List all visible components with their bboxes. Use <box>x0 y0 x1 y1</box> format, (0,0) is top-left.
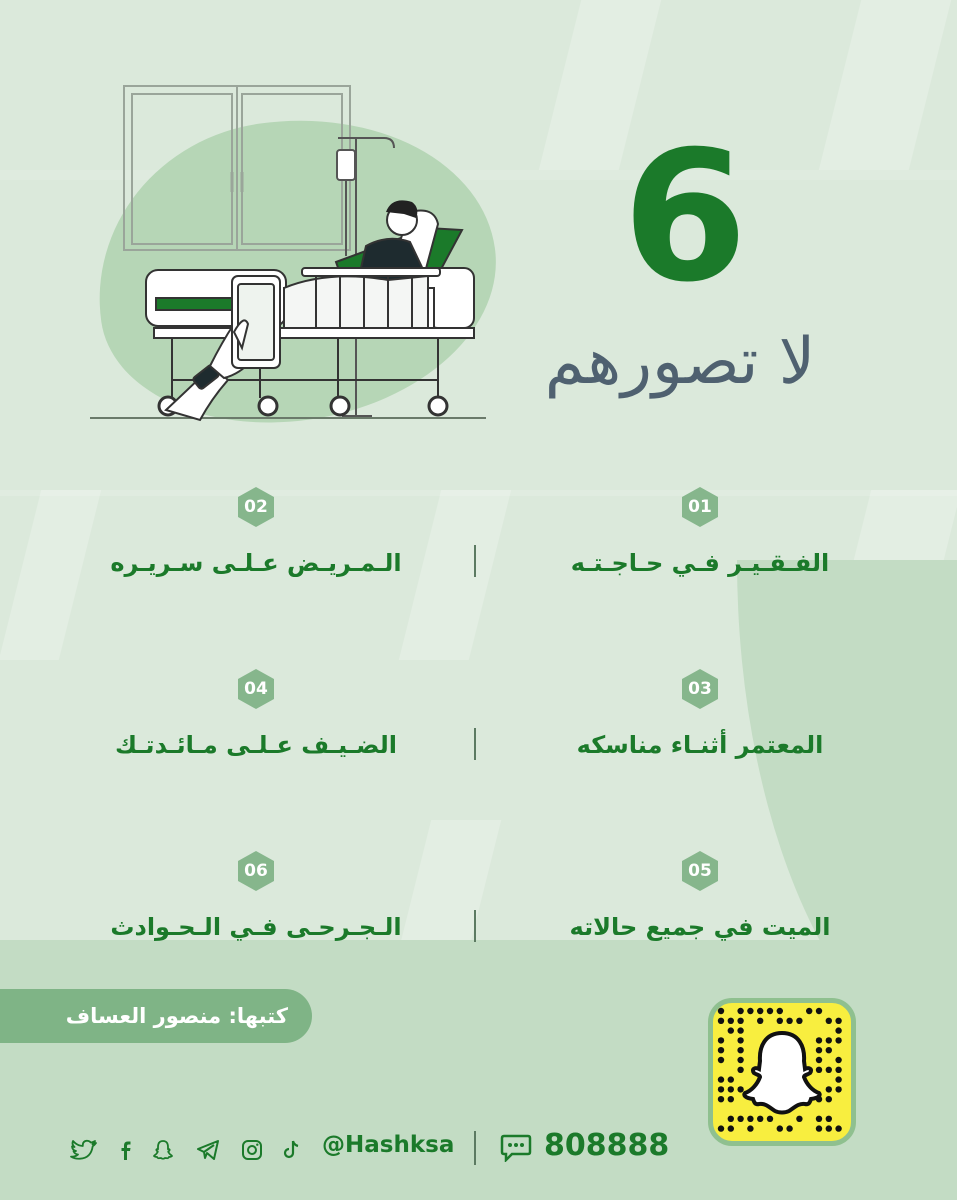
number-hexagon <box>678 667 722 711</box>
snapcode-dot <box>835 1027 841 1033</box>
snapcode-dot <box>826 1096 832 1102</box>
snapcode-dot <box>826 1018 832 1024</box>
number-hexagon <box>678 485 722 529</box>
item-number: 01 <box>688 497 712 517</box>
snapcode-dot <box>826 1047 832 1053</box>
list-item <box>106 849 406 941</box>
snapchat-icon[interactable] <box>151 1138 175 1162</box>
snapcode-dot <box>816 1008 822 1014</box>
tiktok-icon[interactable] <box>280 1138 304 1162</box>
list-item <box>106 667 406 759</box>
instagram-icon[interactable] <box>240 1138 264 1162</box>
number-hexagon <box>234 667 278 711</box>
snapcode-dot <box>816 1067 822 1073</box>
background-stripe <box>399 490 511 660</box>
author-name: كتبها: منصور العساف <box>65 1004 288 1028</box>
snapcode-dot <box>786 1018 792 1024</box>
social-handle[interactable]: @Hashksa <box>322 1132 455 1158</box>
snapcode-dot <box>718 1047 724 1053</box>
snapcode-dot <box>835 1018 841 1024</box>
chat-icon <box>500 1134 532 1162</box>
snapcode-dot <box>737 1008 743 1014</box>
snapcode-dot <box>826 1116 832 1122</box>
hospital-bed-illustration <box>88 80 498 430</box>
background-stripe <box>0 490 101 660</box>
snapcode-dot <box>718 1018 724 1024</box>
snapcode-dot <box>826 1037 832 1043</box>
item-label: المعتمر أثنـاء مناسكه <box>576 731 824 759</box>
snapcode-dot <box>728 1027 734 1033</box>
snapcode-dot <box>816 1116 822 1122</box>
snapcode-dot <box>835 1076 841 1082</box>
snapcode-dot <box>835 1057 841 1063</box>
telegram-icon[interactable] <box>196 1138 220 1162</box>
snapcode-dot <box>737 1116 743 1122</box>
author-badge <box>0 989 312 1043</box>
item-label: الـمـريـض عـلـى سـريـره <box>110 549 402 577</box>
snapcode-dot <box>826 1067 832 1073</box>
snapcode[interactable] <box>708 998 856 1146</box>
item-divider <box>474 910 476 942</box>
item-label: الـجـرحـى فـي الـحـوادث <box>110 913 402 941</box>
snapcode-dot <box>767 1008 773 1014</box>
snapcode-dot <box>835 1037 841 1043</box>
snapcode-dot <box>835 1086 841 1092</box>
snapcode-dot <box>737 1027 743 1033</box>
snapcode-dot <box>728 1116 734 1122</box>
item-divider <box>474 545 476 577</box>
snapcode-dot <box>757 1018 763 1024</box>
snapcode-dot <box>718 1037 724 1043</box>
snapcode-dot <box>718 1086 724 1092</box>
item-label: الميت في جميع حالاته <box>569 913 831 941</box>
snapcode-dot <box>835 1067 841 1073</box>
number-hexagon <box>234 849 278 893</box>
footer <box>0 1126 957 1176</box>
snapcode-dot <box>737 1047 743 1053</box>
snapcode-dot <box>757 1116 763 1122</box>
snapcode-dot <box>737 1057 743 1063</box>
item-label: الفـقـيـر فـي حـاجـتـه <box>570 549 830 577</box>
item-number: 05 <box>688 861 712 881</box>
list-item <box>550 667 850 759</box>
snapcode-dot <box>806 1008 812 1014</box>
snapcode-dot <box>718 1008 724 1014</box>
list-item <box>550 485 850 577</box>
item-number: 06 <box>244 861 268 881</box>
snapcode-dot <box>816 1037 822 1043</box>
snapcode-dot <box>737 1067 743 1073</box>
snapcode-dot <box>737 1037 743 1043</box>
snapcode-dot <box>816 1047 822 1053</box>
background-stripe <box>819 0 951 170</box>
phone-number[interactable]: 808888 <box>544 1128 670 1163</box>
snapcode-dot <box>728 1076 734 1082</box>
ghost-icon <box>744 1033 819 1113</box>
snapcode-dot <box>718 1076 724 1082</box>
snapcode-dot <box>728 1086 734 1092</box>
twitter-icon[interactable] <box>70 1138 98 1162</box>
snapcode-dot <box>718 1096 724 1102</box>
snapcode-dot <box>747 1116 753 1122</box>
number-hexagon <box>234 485 278 529</box>
snapcode-dot <box>757 1008 763 1014</box>
list-item <box>550 849 850 941</box>
footer-divider <box>474 1131 476 1165</box>
snapcode-dot <box>796 1116 802 1122</box>
title-number: 6 <box>622 113 748 322</box>
snapcode-dot <box>728 1096 734 1102</box>
item-label: الضـيـف عـلـى مـائـدتـك <box>115 731 397 759</box>
number-hexagon <box>678 849 722 893</box>
snapcode-dot <box>777 1008 783 1014</box>
snapcode-dot <box>737 1086 743 1092</box>
item-number: 03 <box>688 679 712 699</box>
facebook-icon[interactable] <box>113 1138 137 1162</box>
item-number: 02 <box>244 497 268 517</box>
snapcode-dot <box>777 1018 783 1024</box>
title-text: لا تصورهم <box>544 325 816 399</box>
snapcode-dot <box>826 1086 832 1092</box>
snapcode-pattern <box>713 1003 851 1141</box>
list-item <box>106 485 406 577</box>
patient-bed-drawing <box>88 80 498 430</box>
snapcode-dot <box>737 1018 743 1024</box>
snapcode-dot <box>816 1057 822 1063</box>
snapcode-dot <box>747 1008 753 1014</box>
item-divider <box>474 728 476 760</box>
item-number: 04 <box>244 679 268 699</box>
snapcode-dot <box>718 1057 724 1063</box>
snapcode-dot <box>767 1116 773 1122</box>
snapcode-dot <box>796 1018 802 1024</box>
snapcode-dot <box>728 1018 734 1024</box>
